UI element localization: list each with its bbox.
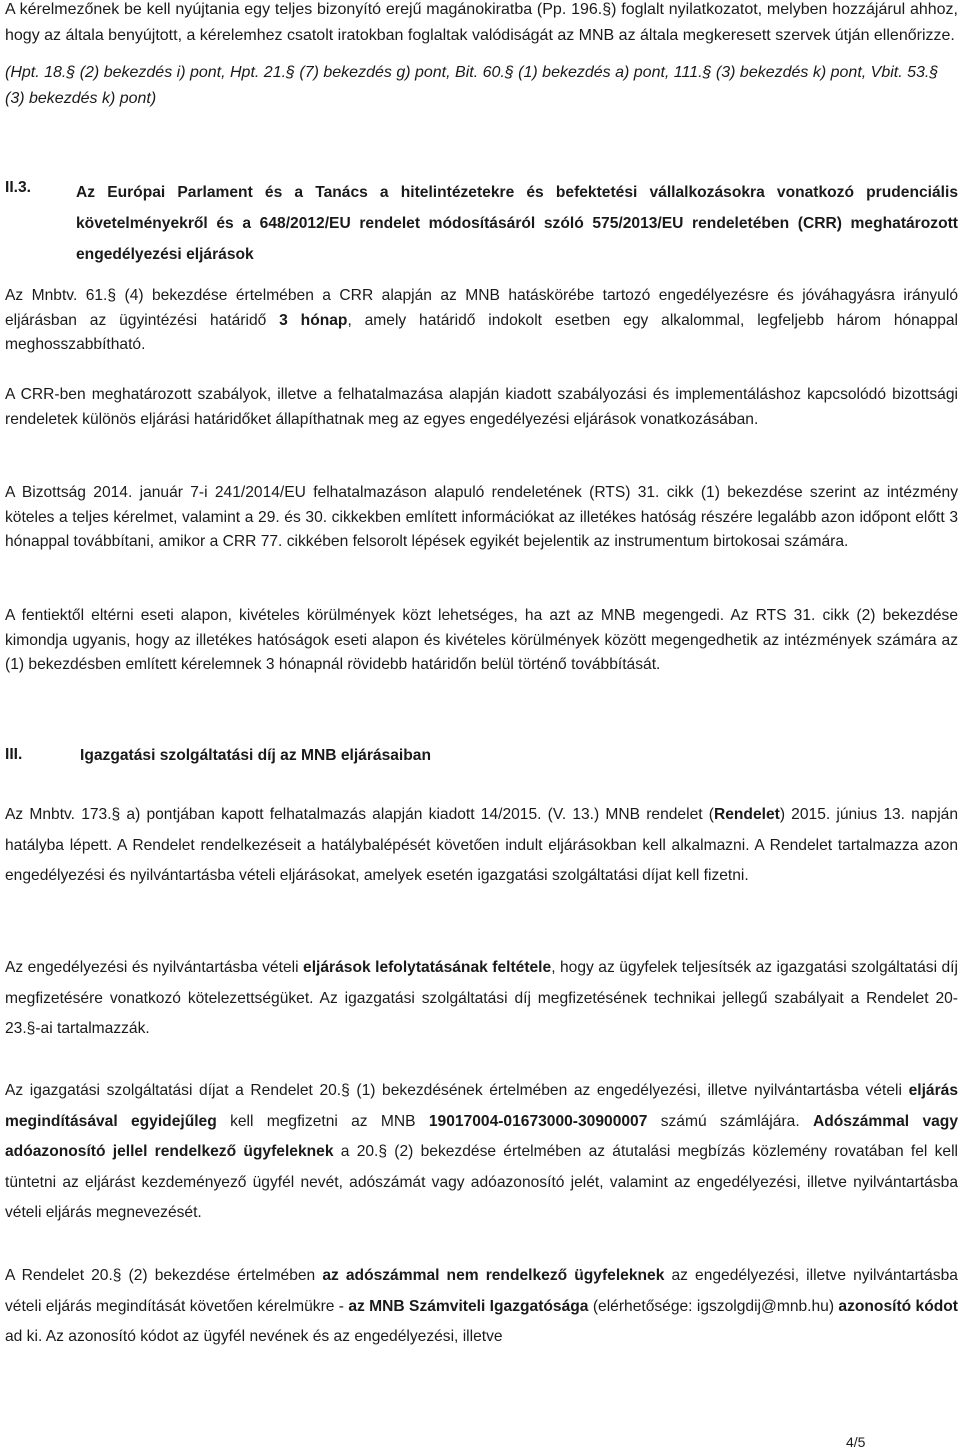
iii-paragraph-3: [5, 1076, 958, 1229]
legal-references: (Hpt. 18.§ (2) bekezdés i) pont, Hpt. 21.§ (7) bekezdés g) pont, Bit. 60.§ (1) bekezdés a) pont, 111.§ (3) bekezdés k) pont, Vbit. 53.§ (3) bekezdés k) pont): [5, 64, 939, 107]
iii-p3-text-b: kell megfizetni az MNB: [216, 1112, 429, 1130]
iii-p4-text-d: ad ki. Az azonosító kódot az ügyfél nevének és az engedélyezési, illetve: [5, 1328, 503, 1345]
ii3-p1-text-b: , amely határidő indokolt esetben egy alkalommal, legfeljebb három hónappal meghosszabbítható.: [5, 311, 959, 353]
ii3-p1-text-a: Az Mnbtv. 61.§ (4) bekezdése értelmében a CRR alapján az MNB hatáskörébe tartozó engedélyezésre és jóváhagyásra irányuló eljárásban az ügyintézési határidő: [5, 287, 958, 329]
iii-p3-text-a: Az igazgatási szolgáltatási díjat a Rendelet 20.§ (1) bekezdésének értelmében az engedélyezési, illetve nyilvántartásba vételi: [5, 1082, 909, 1099]
iii-p4-bold-2: az MNB Számviteli Igazgatósága: [348, 1297, 589, 1315]
iii-p2-text-a: Az engedélyezési és nyilvántartásba vételi: [5, 959, 304, 976]
iii-p3-text-d: a 20.§ (2) bekezdése értelmében az átutalási megbízás közlemény rovatában fel kell tüntetni az eljárást kezdeményező ügyfél nevét, adószámát vagy adóazonosító jelét, valamint az engedélyezési, illetve nyilvántartásba vételi eljárás megnevezését.: [5, 1143, 958, 1221]
iii-p3-bold-1: eljárás megindításával egyidejűleg: [5, 1082, 958, 1130]
iii-p3-bold-3: Adószámmal vagy adóazonosító jellel rendelkező ügyfeleknek: [5, 1112, 958, 1160]
ii3-p1-bold: 3 hónap: [279, 311, 348, 329]
iii-p1-text-b: ) 2015. június 13. napján hatályba lépett. A Rendelet rendelkezéseit a hatálybalépését követően indult eljárásokban kell alkalmazni. A Rendelet tartalmazza azon engedélyezési és nyilvántartásba vételi eljárásokat, amelyek esetén igazgatási szolgáltatási díjat kell fizetni.: [5, 806, 958, 884]
ii3-paragraph-3: A Bizottság 2014. január 7-i 241/2014/EU felhatalmazáson alapuló rendeletének (RTS) 31. cikk (1) bekezdése szerint az intézmény köteles a teljes kérelmet, valamint a 29. és 30. cikkekben említett információkat az illetékes hatóság részére legalább azon időpont előtt 3 hónappal továbbítani, amikor a CRR 77. cikkében felsorolt lépések egyikét bejelentik az instrumentum birtokosai számára.: [5, 484, 958, 550]
iii-p4-bold-1: az adószámmal nem rendelkező ügyfeleknek: [322, 1267, 665, 1284]
ii3-paragraph-1: [5, 284, 958, 358]
section-number-iii: III.: [5, 746, 23, 763]
iii-p4-text-c: (elérhetősége: igszolgdij@mnb.hu): [588, 1297, 839, 1315]
page-number: 4/5: [846, 1434, 866, 1450]
section-title-ii3: Az Európai Parlament és a Tanács a hitelintézetekre és befektetési vállalkozásokra vonatkozó prudenciális követelményekről és a 648/2012/EU rendelet módosításáról szóló 575/2013/EU rendeletében (CRR) meghatározott engedélyezési eljárások: [76, 184, 958, 263]
iii-paragraph-1: [5, 800, 958, 892]
iii-p4-bold-3: azonosító kódot: [838, 1297, 958, 1315]
iii-p2-bold: eljárások lefolytatásának feltétele: [303, 959, 552, 976]
iii-p1-bold: Rendelet: [713, 806, 780, 823]
iii-p1-text-a: Az Mnbtv. 173.§ a) pontjában kapott felhatalmazás alapján kiadott 14/2015. (V. 13.) MNB rendelet (: [5, 806, 714, 823]
iii-paragraph-4: [5, 1261, 958, 1353]
section-title-iii: Igazgatási szolgáltatási díj az MNB eljárásaiban: [80, 747, 431, 764]
ii3-paragraph-2: A CRR-ben meghatározott szabályok, illetve a felhatalmazása alapján kiadott szabályozási és implementáláshoz kapcsolódó bizottsági rendeletek különös eljárási határidőket állapíthatnak meg az egyes engedélyezési eljárások vonatkozásában.: [5, 386, 958, 428]
iii-p3-bold-2: 19017004-01673000-30900007: [428, 1112, 648, 1130]
ii3-paragraph-4: A fentiektől eltérni eseti alapon, kivételes körülmények közt lehetséges, ha azt az MNB megengedi. Az RTS 31. cikk (2) bekezdése kimondja ugyanis, hogy az illetékes hatóságok eseti alapon és kivételes körülmények között megengedhetik az intézmények számára az (1) bekezdésben említett kérelemnek 3 hónapnál rövidebb határidőn belül történő továbbítását.: [5, 607, 958, 673]
iii-paragraph-2: [5, 953, 958, 1045]
iii-p3-text-c: számú számlájára.: [647, 1112, 813, 1130]
iii-p4-text-b: az engedélyezési, illetve nyilvántartásba vételi eljárás megindítását követően kérelmükre -: [5, 1267, 958, 1315]
iii-p4-text-a: A Rendelet 20.§ (2) bekezdése értelmében: [5, 1267, 323, 1284]
iii-p2-text-b: , hogy az ügyfelek teljesítsék az igazgatási szolgáltatási díj megfizetésére vonatkozó kötelezettségüket. Az igazgatási szolgáltatási díj megfizetésének technikai jellegű szabályait a Rendelet 20-23.§-ai tartalmazzák.: [5, 959, 958, 1037]
section-number-ii3: II.3.: [5, 179, 32, 196]
intro-paragraph: A kérelmezőnek be kell nyújtania egy teljes bizonyító erejű magánokiratba (Pp. 196.§) foglalt nyilatkozatot, melyben hozzájárul ahhoz, hogy az általa benyújtott, a kérelemhez csatolt iratokban foglaltak valódiságát az MNB az általa megkeresett szervek útján ellenőrizze.: [5, 1, 958, 44]
